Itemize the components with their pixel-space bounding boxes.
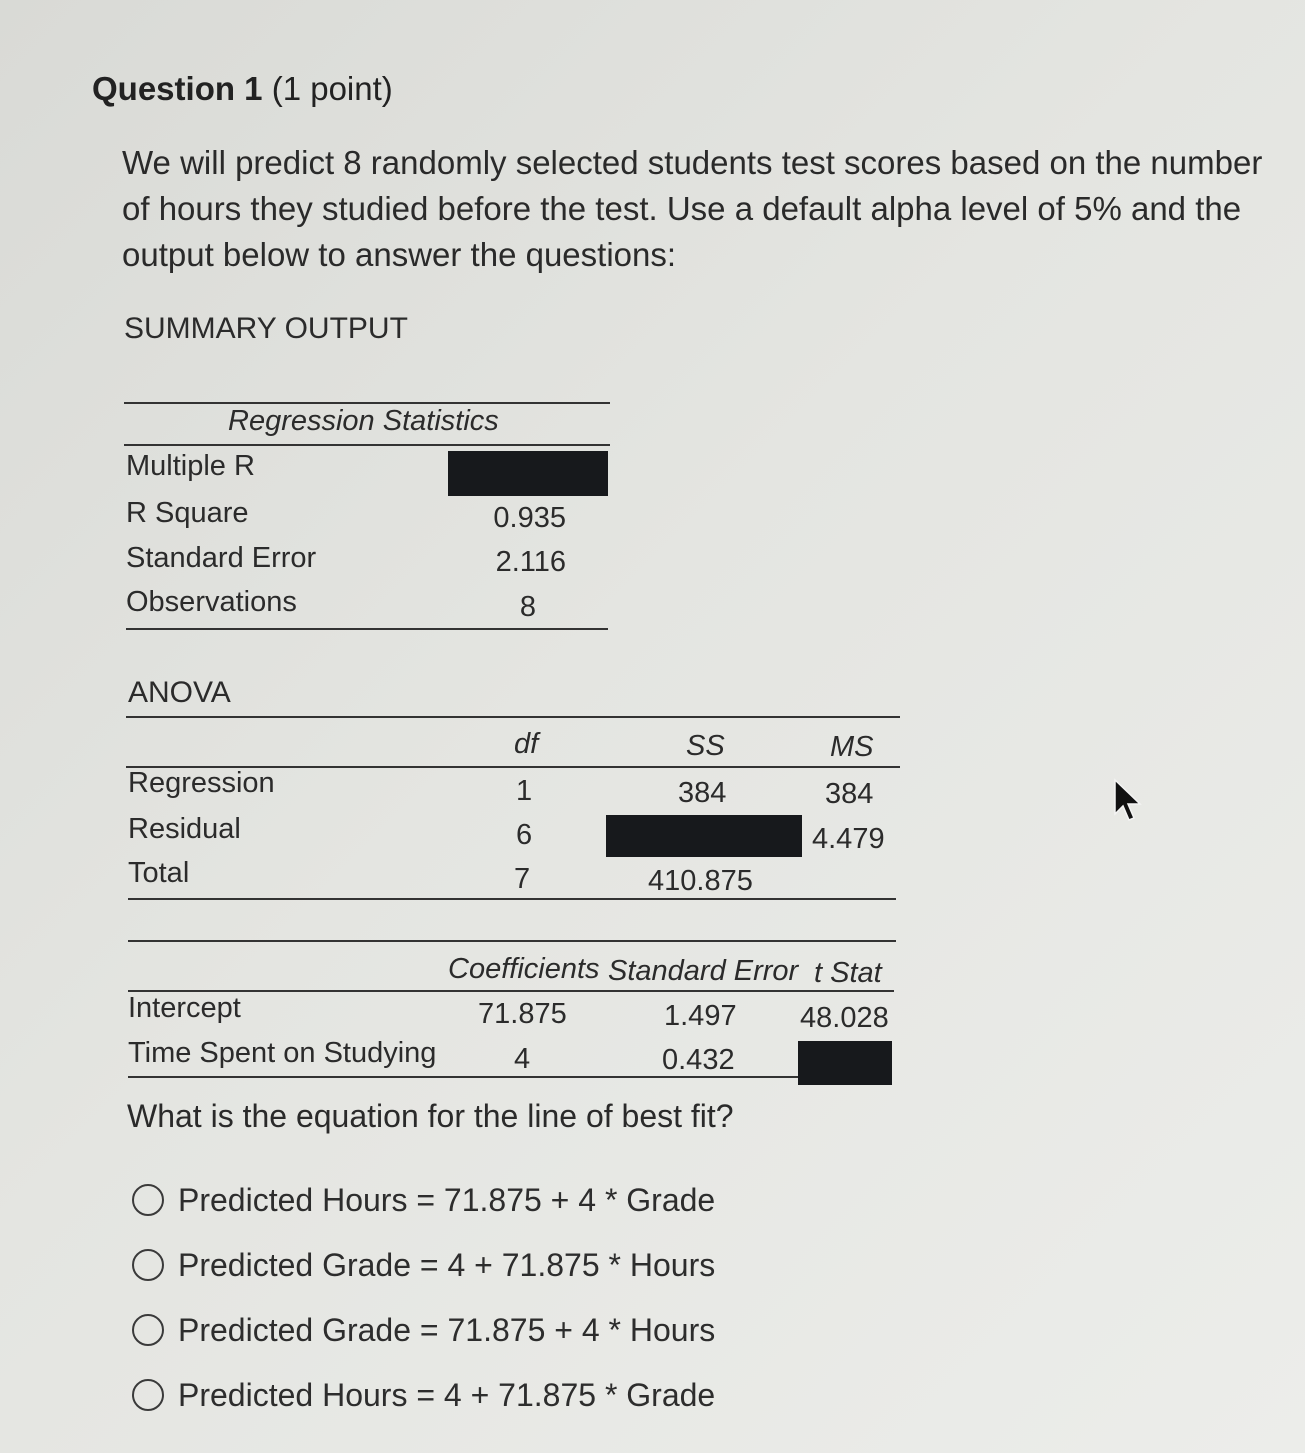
question-number: Question 1 [92, 70, 263, 107]
anova-regression-ss: 384 [678, 777, 727, 809]
mouse-pointer-icon [1112, 778, 1146, 826]
question-title [92, 70, 393, 108]
answer-option-1[interactable] [132, 1180, 715, 1220]
radio-button-icon[interactable] [132, 1379, 164, 1411]
question-prompt: We will predict 8 randomly selected students test scores based on the number of hours they studied before the test. Use a default alpha level of 5% and the output below to answer the questions: [122, 144, 1263, 273]
answer-option-label: Predicted Grade = 71.875 + 4 * Hours [178, 1311, 716, 1348]
answer-option-label: Predicted Hours = 4 + 71.875 * Grade [178, 1376, 716, 1413]
coef-time-spent-coefficient: 4 [514, 1043, 531, 1075]
radio-button-icon[interactable] [132, 1314, 164, 1346]
coef-time-spent-standard-error: 0.432 [662, 1044, 735, 1076]
coef-header-t-stat: t Stat [814, 957, 882, 989]
coef-row-label-intercept: Intercept [128, 992, 241, 1024]
table-rule [128, 990, 894, 992]
answer-option-3[interactable] [132, 1310, 715, 1350]
coef-row-label-time-spent: Time Spent on Studying [128, 1037, 437, 1069]
redacted-residual-ss [606, 815, 802, 857]
answer-option-label: Predicted Grade = 4 + 71.875 * Hours [178, 1246, 716, 1283]
question-points: (1 point) [271, 70, 393, 107]
answer-option-4[interactable] [132, 1375, 715, 1415]
radio-button-icon[interactable] [132, 1184, 164, 1216]
table-rule [126, 628, 608, 630]
coef-intercept-standard-error: 1.497 [664, 1000, 737, 1032]
coef-intercept-coefficient: 71.875 [478, 998, 567, 1030]
redacted-multiple-r-value [448, 451, 608, 496]
coef-header-standard-error: Standard Error [608, 955, 799, 987]
stat-value-standard-error: 2.116 [495, 546, 566, 578]
coef-header-coefficients: Coefficients [448, 953, 600, 985]
table-rule [124, 402, 610, 404]
anova-row-label-residual: Residual [128, 813, 241, 845]
anova-regression-ms: 384 [825, 778, 874, 810]
anova-total-df: 7 [514, 863, 531, 895]
stat-label-multiple-r: Multiple R [126, 450, 255, 482]
redacted-time-spent-t-stat [798, 1041, 892, 1085]
coef-intercept-t-stat: 48.028 [800, 1002, 889, 1034]
anova-residual-df: 6 [516, 819, 533, 851]
anova-residual-ms: 4.479 [812, 823, 885, 855]
anova-row-label-total: Total [128, 857, 190, 889]
stat-value-observations: 8 [519, 591, 536, 623]
anova-regression-df: 1 [516, 775, 533, 807]
table-rule [128, 1076, 798, 1078]
stat-label-standard-error: Standard Error [126, 542, 317, 574]
anova-header-ss: SS [686, 730, 725, 762]
stat-value-r-square: 0.935 [493, 502, 566, 534]
table-rule [128, 940, 896, 942]
anova-header-df: df [514, 728, 539, 760]
stat-label-r-square: R Square [126, 497, 249, 529]
anova-total-ss: 410.875 [648, 865, 753, 897]
radio-button-icon[interactable] [132, 1249, 164, 1281]
answer-option-label: Predicted Hours = 71.875 + 4 * Grade [178, 1181, 716, 1218]
anova-title: ANOVA [128, 676, 231, 709]
summary-output-title: SUMMARY OUTPUT [124, 312, 408, 345]
anova-row-label-regression: Regression [128, 767, 275, 799]
table-rule [126, 716, 900, 718]
regression-statistics-header: Regression Statistics [228, 405, 499, 437]
subquestion-text: What is the equation for the line of best fit? [127, 1098, 734, 1134]
table-rule [124, 444, 610, 446]
anova-header-ms: MS [830, 731, 874, 763]
answer-option-2[interactable] [132, 1245, 715, 1285]
stat-label-observations: Observations [126, 586, 297, 618]
table-rule [128, 898, 896, 900]
